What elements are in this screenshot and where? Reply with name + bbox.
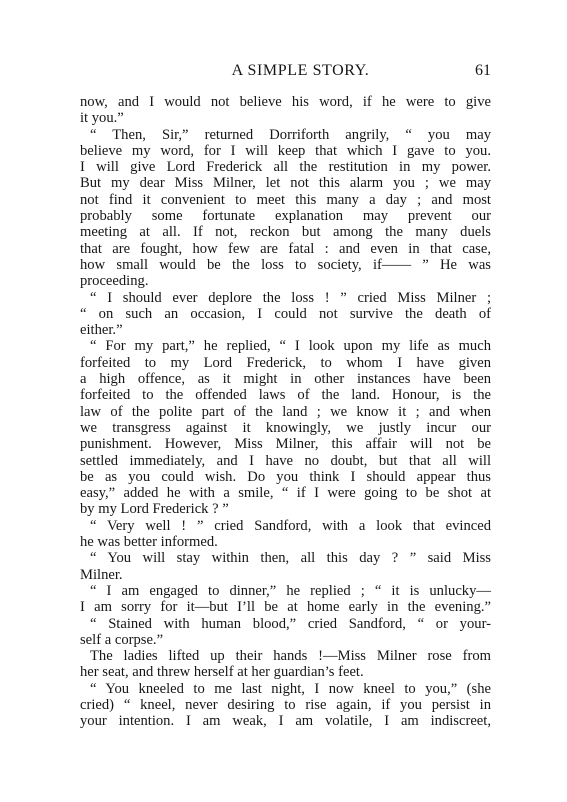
text-line: a high offence, as it might in other instances have been	[80, 371, 491, 388]
text-line: cried) “ kneel, never desiring to rise again, if you persist in	[80, 696, 491, 713]
book-page	[80, 62, 491, 730]
text-line: punishment. However, Miss Milner, this affair will not be	[80, 436, 491, 453]
text-line: “ I should ever deplore the loss ! ” cried Miss Milner ;	[90, 289, 491, 306]
text-line: forfeited to the offended laws of the land. Honour, is the	[80, 387, 491, 404]
running-head	[80, 62, 491, 84]
text-line: But my dear Miss Milner, let not this alarm you ; we may	[80, 175, 491, 192]
text-line: your intention. I am weak, I am volatile, I am indiscreet,	[80, 713, 491, 730]
text-line: I will give Lord Frederick all the restitution in my power.	[80, 159, 491, 176]
text-line: he was better informed.	[80, 534, 218, 551]
text-line: “ For my part,” he replied, “ I look upon my life as much	[90, 338, 491, 355]
text-line: by my Lord Frederick ? ”	[80, 501, 229, 518]
page-number: 61	[475, 62, 491, 79]
text-line: settled immediately, and I have no doubt, but that all will	[80, 452, 491, 469]
text-line: “ Very well ! ” cried Sandford, with a look that evinced	[90, 517, 491, 534]
text-line: either.”	[80, 322, 123, 339]
text-line: now, and I would not believe his word, if he were to give	[80, 94, 491, 110]
text-line: be as you could wish. Do you think I should appear thus	[80, 468, 491, 485]
text-line: proceeding.	[80, 273, 149, 290]
text-line: “ You will stay within then, all this day ? ” said Miss	[90, 550, 491, 567]
running-title: A SIMPLE STORY.	[231, 62, 370, 79]
text-line: forfeited to my Lord Frederick, to whom I have given	[80, 354, 491, 371]
text-line: not find it convenient to meet this many a day ; and most	[80, 191, 491, 208]
text-line: “ I am engaged to dinner,” he replied ; “ it is unlucky—	[90, 582, 491, 599]
text-line: we transgress against it knowingly, we justly incur our	[80, 419, 491, 436]
body-text	[80, 94, 491, 730]
text-line: that are fought, how few are fatal : and even in that case,	[80, 240, 491, 257]
text-line: self a corpse.”	[80, 631, 164, 648]
text-line: probably some fortunate explanation may prevent our	[80, 208, 491, 225]
text-line: her seat, and threw herself at her guardian’s feet.	[80, 664, 364, 681]
text-line: meeting at all. If not, reckon but among the many duels	[80, 224, 491, 241]
text-line: “ on such an occasion, I could not survive the death of	[80, 305, 491, 322]
text-line: “ Stained with human blood,” cried Sandford, “ or your-	[90, 615, 491, 632]
text-line: believe my word, for I will keep that which I gave to you.	[80, 142, 491, 159]
text-line: law of the polite part of the land ; we know it ; and when	[80, 403, 491, 420]
text-line: easy,” added he with a smile, “ if I were going to be shot at	[80, 485, 491, 502]
text-line: Milner.	[80, 566, 123, 583]
text-line: “ You kneeled to me last night, I now kneel to you,” (she	[90, 680, 491, 697]
text-line: The ladies lifted up their hands !—Miss Milner rose from	[90, 648, 491, 665]
text-line: it you.”	[80, 110, 124, 127]
text-line: “ Then, Sir,” returned Dorriforth angrily, “ you may	[90, 126, 491, 143]
text-line: I am sorry for it—but I’ll be at home early in the evening.”	[80, 599, 491, 616]
text-line: how small would be the loss to society, if—— ” He was	[80, 256, 491, 273]
